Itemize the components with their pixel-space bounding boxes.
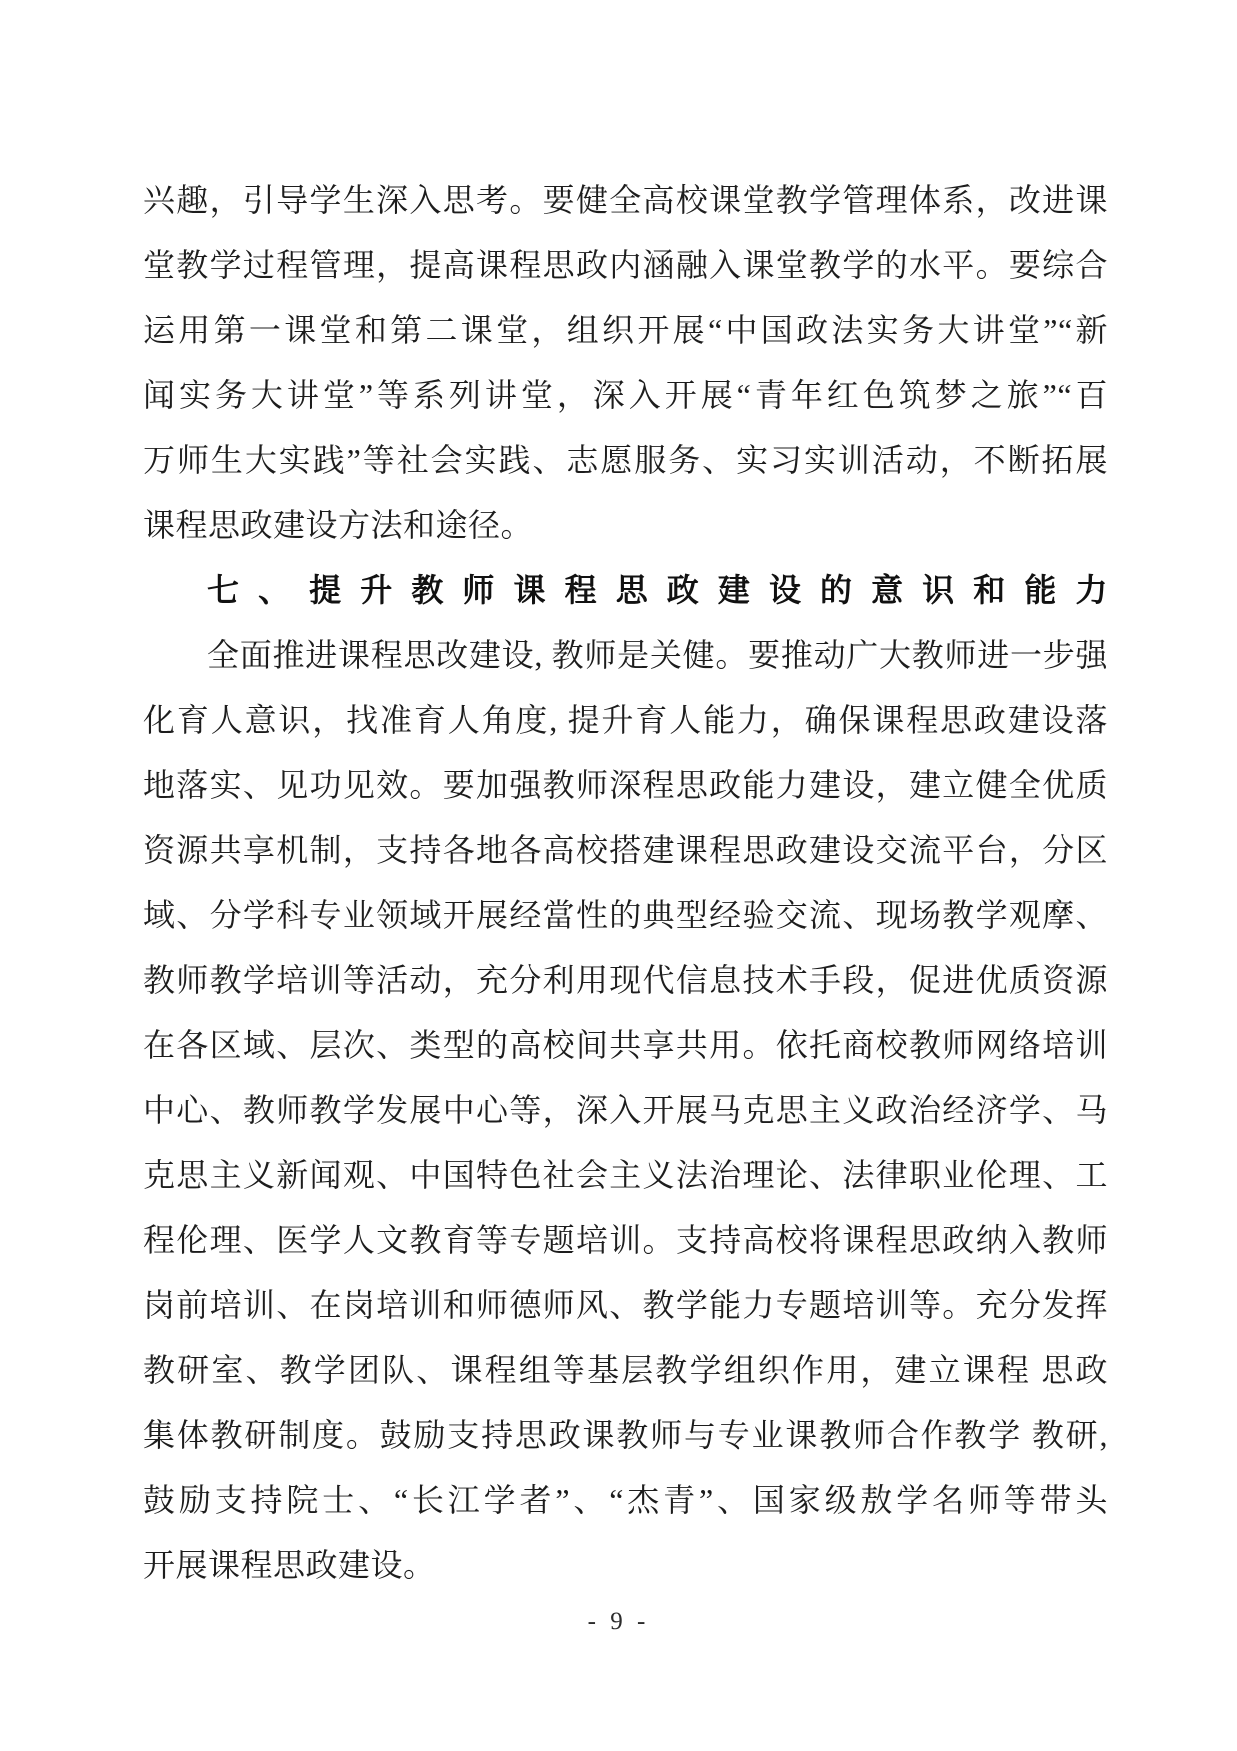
text-line: 堂教学过程管理，提高课程思政内涵融入课堂教学的水平。要综合 xyxy=(143,247,1108,283)
text-line: 开展课程思政建设。 xyxy=(143,1547,436,1583)
text-line: 程伦理、医学人文教育等专题培训。支持高校将课程思政纳入教师 xyxy=(143,1222,1108,1258)
text-line: 地落实、见功见效。要加强教师深程思政能力建设，建立健全优质 xyxy=(143,767,1108,803)
text-line: 万师生大实践”等社会实践、志愿服务、实习实训活动，不断拓展 xyxy=(143,442,1108,478)
text-line: 域、分学科专业领域开展经當性的典型经验交流、现场教学观摩、 xyxy=(143,897,1108,933)
text-line: 在各区域、层次、类型的高校间共享共用。依托商校教师网络培训 xyxy=(143,1027,1108,1063)
paragraph-continued xyxy=(143,168,1108,558)
text-line: 兴趣，引导学生深入思考。要健全高校课堂教学管理体系，改进课 xyxy=(143,182,1108,218)
text-line: 中心、教师教学发展中心等，深入开展马克思主义政治经济学、马 xyxy=(143,1092,1108,1128)
text-line: 全面推进课程思改建设, 教师是关健。要推动广大教师进一步强 xyxy=(207,637,1108,673)
text-line: 化育人意识，找准育人角度, 提升育人能力，确保课程思政建设落 xyxy=(143,702,1108,738)
text-line: 课程思政建设方法和途径。 xyxy=(143,507,534,543)
page-text-block xyxy=(143,168,1108,1598)
text-line: 教师教学培训等活动，充分利用现代信息技术手段，促进优质资源 xyxy=(143,962,1108,998)
text-line: 克思主义新闻观、中国特色社会主义法治理论、法律职业伦理、工 xyxy=(143,1157,1108,1193)
text-line: 教研室、教学团队、课程组等基层教学组织作用，建立课程 思政 xyxy=(143,1352,1108,1388)
text-line: 闻实务大讲堂”等系列讲堂，深入开展“青年红色筑梦之旅”“百 xyxy=(143,377,1108,413)
text-line: 集体教研制度。鼓励支持思政课教师与专业课教师合作教学 教研, xyxy=(143,1417,1108,1453)
section-paragraph xyxy=(143,623,1108,1598)
page-number: - 9 - xyxy=(587,1608,650,1635)
text-line: 岗前培训、在岗培训和师德师风、教学能力专题培训等。充分发挥 xyxy=(143,1287,1108,1323)
text-line: 鼓励支持院士、“长江学者”、“杰青”、国家级敖学名师等带头 xyxy=(143,1482,1108,1518)
text-line: 资源共享机制，支持各地各高校搭建课程思政建设交流平台，分区 xyxy=(143,832,1108,868)
section-heading: 七、提升教师课程思政建设的意识和能力 xyxy=(207,572,1108,608)
text-line: 运用第一课堂和第二课堂，组织开展“中国政法实务大讲堂”“新 xyxy=(143,312,1108,348)
